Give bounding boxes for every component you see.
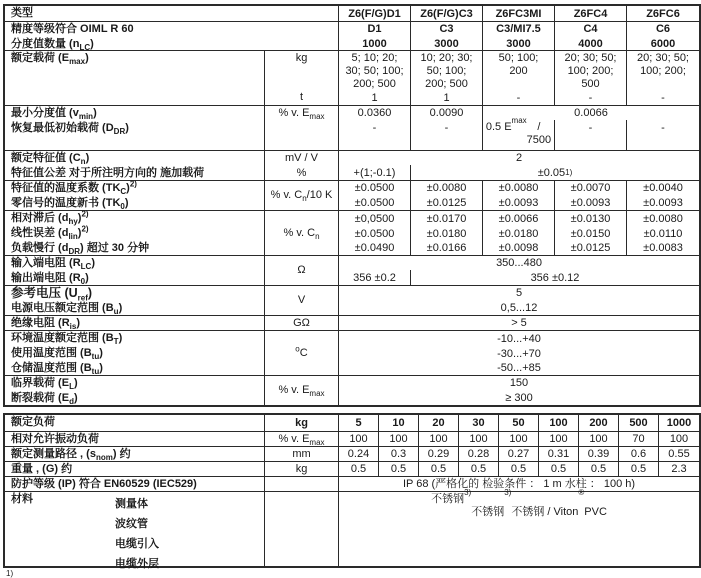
value-cell: C3/MI7.5: [483, 22, 555, 36]
value-band: [339, 241, 699, 255]
row-values: [339, 488, 699, 566]
value-cell: 10; 20; 30; 50; 100; 200; 500: [411, 51, 483, 91]
value-cell: ±0.0066: [483, 211, 555, 226]
value-cell: ±0.0500: [339, 195, 411, 210]
row-label: [5, 256, 265, 285]
row-values: [339, 22, 699, 50]
value-cell: ±0.0500: [339, 181, 411, 195]
value-cell: 0.5: [579, 462, 619, 476]
unit-cell: [265, 181, 339, 210]
row-label-line: 线性误差 $(d_{lin})^{2)}$: [11, 224, 89, 242]
value-cell: 5: [515, 287, 523, 299]
row-label-line: 重量 , (G) 约: [11, 463, 73, 475]
value-band: [339, 462, 699, 476]
value-cell: 10: [379, 415, 419, 431]
value-band: [339, 300, 699, 315]
value-cell: 100: [669, 433, 689, 445]
row-label: [5, 492, 265, 570]
value-band: [339, 390, 699, 405]
row-label-line: 使用温度范围 $(B_{tu})$: [11, 347, 103, 362]
row-label-line: 精度等级符合 OIML R 60: [11, 23, 134, 35]
value-cell: 100: [339, 432, 379, 446]
spec-row: [5, 285, 699, 315]
row-values: [339, 51, 699, 105]
value-cell: 0.0090: [411, 106, 483, 120]
value-cell: -: [339, 120, 411, 150]
value-band: [339, 181, 699, 195]
value-band: [339, 226, 699, 241]
unit-line: % v. $C_n/10$ K: [270, 189, 333, 204]
row-label-line: 环境温度额定范围 $(B_T)$: [11, 332, 123, 347]
value-cell: 0.5: [459, 462, 499, 476]
value-cell: 356 ±0.2: [339, 270, 411, 285]
value-band: [339, 316, 699, 330]
material-part-labels: [115, 494, 159, 574]
row-label-line: 相对滞后 $(d_{hy})^{2)}$: [11, 209, 89, 227]
value-band: [339, 432, 699, 446]
value-cell: 0.5: [339, 462, 379, 476]
row-values: [339, 151, 699, 180]
value-band: [339, 165, 699, 180]
value-cell: -: [661, 92, 665, 104]
row-label-line: 分度值数量 $(n_{LC})$: [11, 38, 94, 53]
value-cell: 1: [339, 91, 411, 105]
value-cell: -: [483, 91, 555, 105]
value-cell: 0.5 E max / 7500: [483, 120, 555, 150]
row-label-line: 额定特征值 $(C_n)$: [11, 152, 90, 167]
row-values: [339, 211, 699, 255]
value-cell: C4: [555, 22, 627, 36]
value-cell: ±0.0093: [483, 195, 555, 210]
spec-row: [5, 476, 699, 491]
unit-cell: [265, 331, 339, 375]
row-label: [5, 211, 265, 255]
row-values: [339, 376, 699, 405]
value-cell: ±0.0180: [411, 226, 483, 241]
value-cell: -: [661, 122, 665, 134]
unit-line: %: [296, 167, 307, 179]
value-cell: 0.5: [499, 462, 539, 476]
unit-cell: [265, 211, 339, 255]
value-cell: ±0.0490: [339, 241, 411, 255]
value-cell: Z6FC4: [555, 6, 627, 21]
row-label: [5, 462, 265, 476]
unit-line: kg: [295, 416, 308, 429]
row-values: [339, 331, 699, 375]
row-label: [5, 331, 265, 375]
row-label-line: 输入端电阻 $(R_{LC})$: [11, 257, 96, 272]
value-band: [339, 376, 699, 390]
value-cell: 5: [339, 415, 379, 431]
row-label: [5, 316, 265, 330]
value-band: [339, 116, 699, 150]
value-cell: 0.28: [459, 447, 499, 461]
spec-row: [5, 415, 699, 431]
row-label-line: 负载慢行 $(d_{DR})$ 超过 30 分钟: [11, 242, 150, 257]
spec-row: [5, 315, 699, 330]
value-cell: 0.39: [579, 447, 619, 461]
unit-cell: [265, 462, 339, 476]
unit-line: $^o$C: [295, 343, 308, 359]
unit-line: V: [297, 294, 306, 306]
spec-row: [5, 105, 699, 150]
row-label-line: 相对允许振动负荷: [11, 433, 99, 445]
value-cell: 70: [619, 432, 659, 446]
value-cell: C3: [411, 22, 483, 36]
material-part-label: 电缆引入: [115, 538, 159, 550]
value-cell: -50...+85: [497, 362, 541, 374]
value-cell: 100: [379, 432, 419, 446]
value-cell: 30: [459, 415, 499, 431]
value-cell: 50; 100; 200: [483, 51, 555, 91]
unit-cell: [265, 151, 339, 180]
row-values: [339, 181, 699, 210]
value-cell: 0.55: [668, 448, 690, 460]
value-cell: 0.3: [379, 447, 419, 461]
value-cell: ±0.0040: [643, 182, 683, 194]
value-cell: 356 ±0.12: [530, 271, 580, 284]
row-label-line: 恢复最低初始载荷 $(D_{DR})$: [11, 122, 129, 137]
value-cell: ±0.0070: [555, 181, 627, 195]
value-cell: ±0.0170: [411, 211, 483, 226]
row-label-line: 断裂载荷 $(E_d)$: [11, 392, 78, 407]
value-cell: +(1;-0.1): [339, 165, 411, 180]
value-cell: 0.29: [419, 447, 459, 461]
value-cell: 20; 30; 50; 100; 200;: [637, 52, 689, 77]
value-cell: 0.5: [619, 462, 659, 476]
row-label: [5, 22, 339, 53]
row-label: [5, 6, 339, 21]
value-cell: 不锈钢 3) 不锈钢 3) 不锈钢 / Viton ® PVC: [431, 488, 607, 518]
row-values: [339, 477, 699, 491]
unit-cell: [265, 286, 339, 315]
value-cell: 0.24: [339, 447, 379, 461]
value-cell: > 5: [511, 317, 527, 329]
row-label: [5, 447, 265, 461]
material-part-label: 电缆外层: [115, 558, 159, 570]
unit-cell: [265, 316, 339, 330]
value-band: [339, 488, 699, 566]
value-cell: ±0.0080: [411, 181, 483, 195]
spec-row: [5, 210, 699, 255]
value-band: [339, 331, 699, 346]
value-band: [339, 151, 699, 165]
value-cell: Z6FC6: [646, 7, 680, 20]
value-band: [339, 51, 699, 91]
row-label: [5, 181, 265, 210]
row-label-line: 临界载荷 $(E_L)$: [11, 377, 78, 392]
unit-line: Ω: [297, 264, 306, 276]
row-label: [5, 286, 265, 315]
value-cell: 0.0360: [339, 106, 411, 120]
unit-cell: [265, 477, 339, 491]
value-cell: 0.27: [499, 447, 539, 461]
unit-line: % v. $E_{max}$: [278, 432, 325, 447]
value-band: [339, 346, 699, 361]
spec-row: [5, 431, 699, 446]
value-cell: 0.6: [619, 447, 659, 461]
row-label-line: 绝缘电阻 $(R_{is})$: [11, 317, 81, 332]
value-band: [339, 286, 699, 300]
row-label: [5, 106, 265, 150]
spec-row: [5, 461, 699, 476]
row-label-line: 输出端电阻 $(R_0)$: [11, 272, 89, 287]
row-label: [5, 376, 265, 405]
value-band: [339, 361, 699, 375]
row-values: [339, 447, 699, 461]
value-cell: 200: [579, 415, 619, 431]
row-label-line: 类型: [11, 7, 33, 19]
row-values: [339, 106, 699, 150]
value-cell: 0.5: [419, 462, 459, 476]
value-cell: Z6(F/G)C3: [411, 6, 483, 21]
value-cell: ±0.0166: [411, 241, 483, 255]
value-cell: Z6(F/G)D1: [339, 6, 411, 21]
unit-line: kg: [295, 52, 308, 64]
value-cell: -30...+70: [497, 347, 541, 360]
unit-cell: [265, 492, 339, 566]
spec-row: [5, 255, 699, 285]
material-part-label: 波纹管: [115, 518, 148, 530]
value-band: [339, 91, 699, 105]
unit-line: mm: [292, 447, 311, 460]
row-label-line: 额定负荷: [11, 416, 55, 428]
value-cell: D1: [339, 22, 411, 36]
spec-row: [5, 446, 699, 461]
row-label-line: 最小分度值 $(v_{min})$: [11, 107, 97, 122]
spec-table-lower: [3, 413, 701, 568]
row-label: [5, 415, 265, 431]
value-cell: 1000: [339, 36, 411, 51]
value-cell: 6000: [650, 37, 676, 50]
value-cell: 350...480: [496, 257, 542, 269]
value-cell: IP 68 (严格化的 检验条件 ： 1 m 水柱 ： 100 h): [402, 478, 636, 490]
value-band: [339, 195, 699, 210]
value-cell: ±0.0080: [643, 212, 683, 225]
row-label: [5, 51, 265, 105]
value-band: [339, 415, 699, 431]
unit-line: % v. $E_{max}$: [278, 384, 325, 399]
spec-row: [5, 488, 699, 570]
value-cell: 100: [499, 432, 539, 446]
material-part-label: 测量体: [115, 498, 148, 510]
spec-row: [5, 330, 699, 375]
value-cell: ≥ 300: [505, 391, 533, 404]
spec-row: [5, 375, 699, 405]
value-cell: ±0.0125: [411, 195, 483, 210]
row-label-line: 仓储温度范围 $(B_{tu})$: [11, 362, 103, 377]
row-values: [339, 316, 699, 330]
unit-cell: [265, 415, 339, 431]
spec-table-upper: [3, 4, 701, 407]
row-label: [5, 477, 265, 491]
row-label-line: 材料: [11, 493, 33, 505]
unit-line: % v. $C_n$: [283, 226, 320, 241]
unit-cell: [265, 256, 339, 285]
value-cell: 20; 30; 50; 100; 200; 500: [555, 51, 627, 91]
row-label-line: 防护等级 (IP) 符合 EN60529 (IEC529): [11, 478, 197, 490]
row-label: [5, 151, 265, 180]
value-cell: -: [411, 120, 483, 150]
value-cell: ±0.0080: [483, 181, 555, 195]
value-cell: 0.5: [379, 462, 419, 476]
unit-cell: [265, 106, 339, 150]
value-cell: 100: [419, 432, 459, 446]
spec-row: [5, 6, 699, 21]
value-cell: -: [555, 120, 627, 150]
spec-row: [5, 50, 699, 105]
value-band: [339, 447, 699, 461]
row-label-line: 电源电压额定范围 $(B_u)$: [11, 302, 123, 317]
value-cell: 0.5: [539, 462, 579, 476]
row-label-line: 额定载荷 $(E_{max})$: [11, 52, 89, 67]
row-values: [339, 256, 699, 285]
value-cell: -10...+40: [497, 332, 541, 345]
value-cell: 3000: [483, 36, 555, 51]
value-band: [339, 270, 699, 285]
value-cell: -: [555, 91, 627, 105]
value-cell: 100: [459, 432, 499, 446]
value-band: [339, 256, 699, 270]
value-cell: 0,5...12: [500, 301, 538, 314]
value-band: [339, 477, 699, 491]
row-label-line: 额定测量路径 , $(s_{nom})$ 约: [11, 448, 131, 463]
value-cell: 2.3: [671, 463, 687, 475]
spec-row: [5, 150, 699, 180]
value-cell: 0.0066: [574, 107, 608, 119]
value-cell: 5; 10; 20; 30; 50; 100; 200; 500: [339, 51, 411, 91]
row-values: [339, 432, 699, 446]
unit-cell: [265, 51, 339, 105]
unit-line: t: [299, 91, 304, 103]
value-band: [339, 211, 699, 226]
value-cell: ±0.0093: [643, 196, 683, 209]
value-cell: ±0.0180: [483, 226, 555, 241]
value-cell: ±0.0150: [555, 226, 627, 241]
footnote-marker: 1): [6, 569, 14, 578]
unit-line: GΩ: [293, 316, 310, 329]
value-cell: ±0.05 1): [537, 166, 573, 179]
value-cell: 0.31: [539, 447, 579, 461]
spec-row: [5, 21, 699, 53]
value-cell: 100: [539, 415, 579, 431]
value-cell: 50: [499, 415, 539, 431]
value-cell: 500: [619, 415, 659, 431]
value-cell: 3000: [411, 36, 483, 51]
value-cell: ±0.0500: [339, 226, 411, 241]
row-values: [339, 462, 699, 476]
value-cell: 4000: [555, 36, 627, 51]
row-label-line: 特征值公差 对于所注明方向的 施加载荷: [11, 167, 205, 179]
value-cell: ±0.0093: [555, 195, 627, 210]
row-values: [339, 6, 699, 21]
value-band: [339, 22, 699, 36]
unit-line: kg: [295, 462, 308, 475]
value-cell: ±0.0130: [555, 211, 627, 226]
value-band: [339, 36, 699, 51]
value-cell: 1000: [666, 417, 692, 429]
row-values: [339, 286, 699, 315]
row-label-line: 特征值的温度系数 $(TK_C)^{2)}$: [11, 179, 137, 197]
unit-cell: [265, 376, 339, 405]
value-cell: 150: [509, 377, 529, 389]
row-label-line: 零信号的温度新书 $(TK_0)$: [11, 197, 129, 212]
value-cell: 20: [419, 415, 459, 431]
unit-line: % v. $E_{max}$: [278, 107, 325, 122]
unit-cell: [265, 432, 339, 446]
row-values: [339, 415, 699, 431]
value-cell: 2: [515, 152, 523, 164]
row-label-line: 参考电压 $(U_{ref})$: [11, 286, 93, 303]
value-band: [339, 6, 699, 21]
value-cell: ±0.0083: [643, 242, 683, 254]
row-label: [5, 432, 265, 446]
value-cell: ±0.0110: [643, 227, 683, 240]
value-cell: 100: [579, 432, 619, 446]
spec-row: [5, 180, 699, 210]
unit-cell: [265, 447, 339, 461]
value-cell: C6: [655, 23, 671, 35]
value-cell: ±0.0125: [555, 241, 627, 255]
value-cell: ±0,0500: [339, 211, 411, 226]
value-cell: 1: [411, 91, 483, 105]
value-cell: Z6FC3MI: [483, 6, 555, 21]
value-cell: 100: [539, 432, 579, 446]
value-cell: ±0.0098: [483, 241, 555, 255]
unit-line: mV / V: [284, 152, 318, 164]
